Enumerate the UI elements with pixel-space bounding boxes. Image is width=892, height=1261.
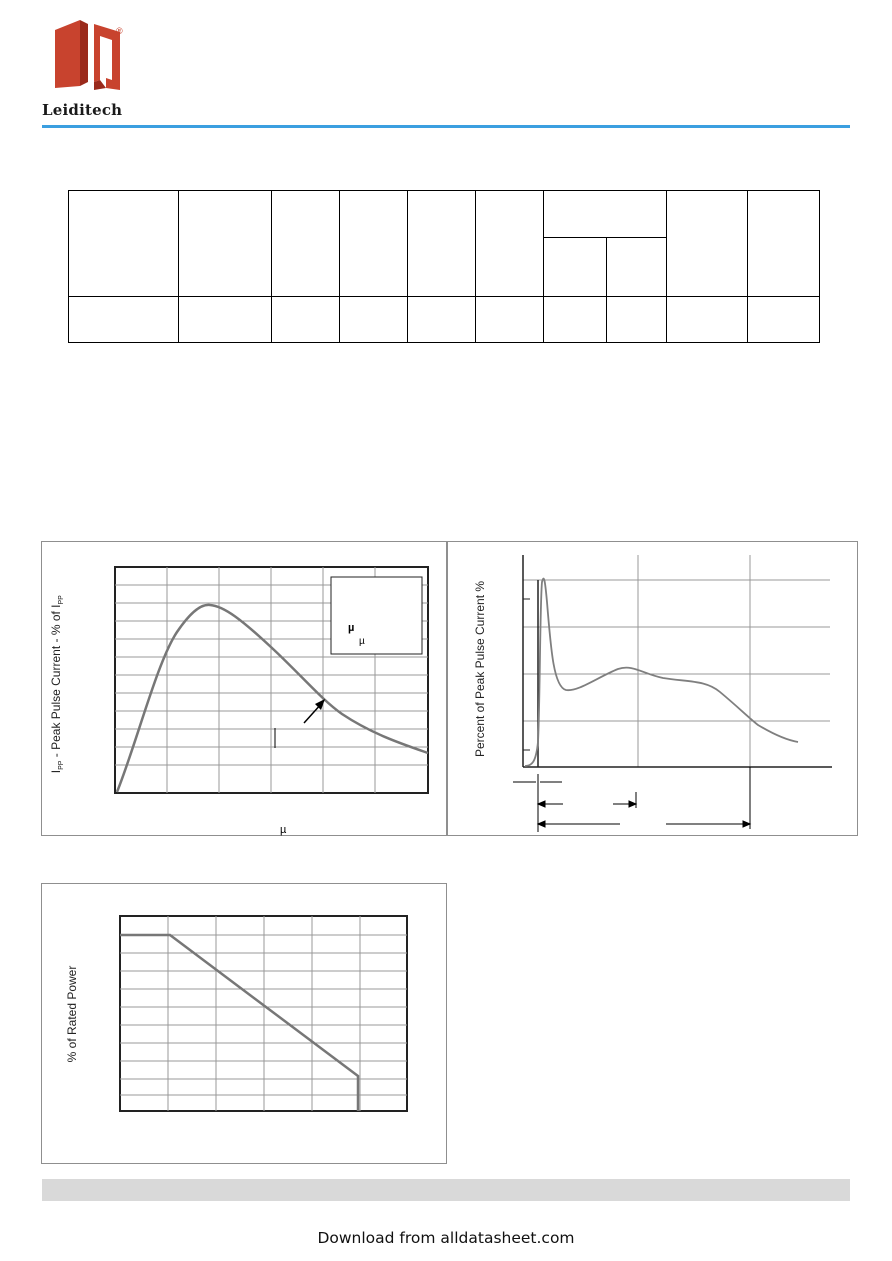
footer-bar <box>42 1179 850 1201</box>
pulse-waveform-ylabel: $I_{PP}$ - Peak Pulse Current - % of $I_{PP}$ <box>48 595 66 774</box>
table-cell <box>607 238 667 297</box>
legend-box <box>331 577 422 654</box>
figure-power-derating <box>41 883 447 1164</box>
table-cell <box>476 191 544 297</box>
grid-lines <box>120 916 407 1111</box>
table-cell <box>69 297 179 343</box>
table-row <box>69 297 820 343</box>
table-cell <box>667 191 748 297</box>
pulse-waveform-plot <box>42 542 446 835</box>
power-derating-plot <box>42 884 446 1163</box>
table-cell <box>272 191 340 297</box>
table-cell <box>476 297 544 343</box>
table-cell <box>544 191 667 238</box>
esd-waveform-plot <box>448 542 857 835</box>
table-cell <box>748 191 820 297</box>
grid-lines <box>523 555 830 767</box>
brand-name: Leiditech <box>42 101 123 119</box>
derating-curve <box>120 935 358 1111</box>
table-cell <box>179 191 272 297</box>
table-cell <box>69 191 179 297</box>
figure-pulse-waveform <box>41 541 447 836</box>
table-cell <box>667 297 748 343</box>
table-header-row <box>69 191 820 238</box>
table-cell <box>340 297 408 343</box>
legend-mu-symbol: µ <box>359 636 365 647</box>
table-cell <box>408 297 476 343</box>
legend-mu-symbol: µ <box>348 622 355 634</box>
registered-mark: ® <box>116 26 123 36</box>
download-link[interactable]: Download from alldatasheet.com <box>317 1229 575 1247</box>
figure-esd-waveform <box>447 541 858 836</box>
table-cell <box>607 297 667 343</box>
table-cell <box>179 297 272 343</box>
dimension-arrows <box>513 767 750 832</box>
table-cell <box>408 191 476 297</box>
table-cell <box>544 238 607 297</box>
x-axis-mu-symbol: µ <box>280 824 287 836</box>
table-cell <box>544 297 607 343</box>
table-cell <box>748 297 820 343</box>
table-cell <box>340 191 408 297</box>
power-derating-ylabel: % of Rated Power <box>65 965 79 1063</box>
header-rule <box>42 125 850 128</box>
spec-table <box>68 190 820 343</box>
table-cell <box>272 297 340 343</box>
esd-curve <box>525 579 798 766</box>
esd-waveform-ylabel: Percent of Peak Pulse Current % <box>473 580 487 758</box>
